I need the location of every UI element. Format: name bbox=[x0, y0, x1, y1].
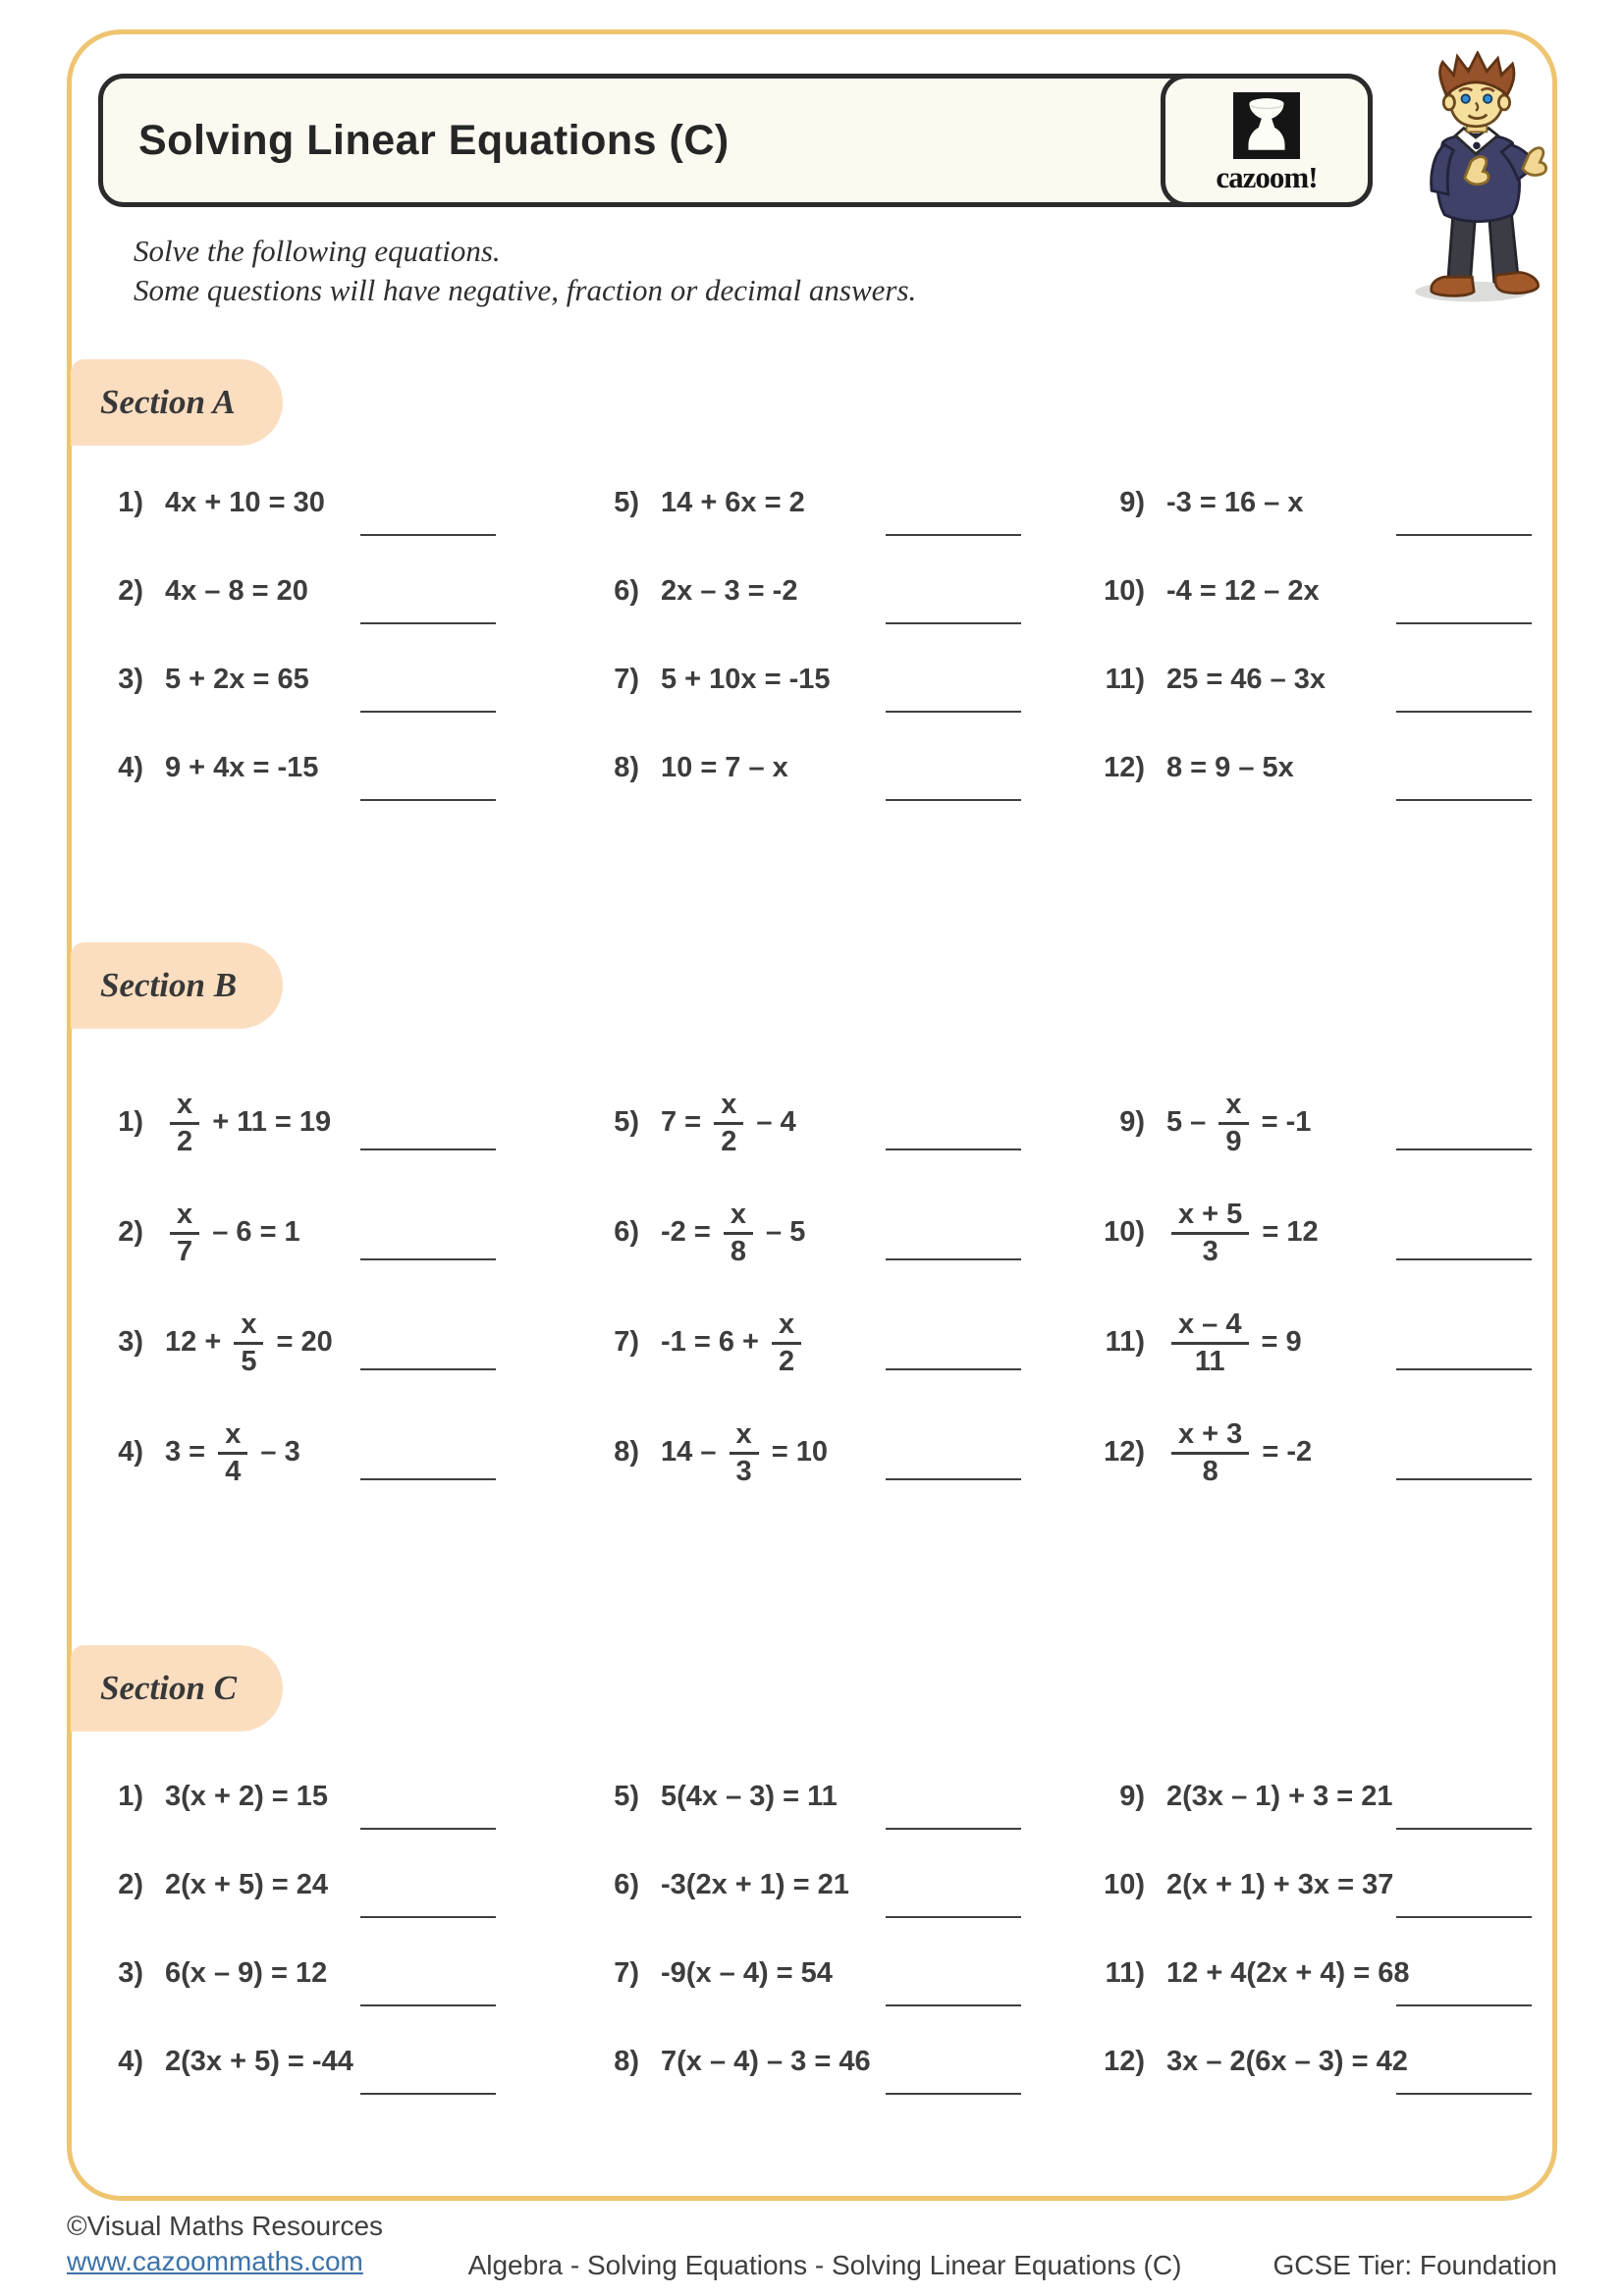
equation-text: 5 – bbox=[1166, 1105, 1215, 1138]
answer-line[interactable] bbox=[360, 1148, 496, 1150]
equation-text: 12 + 4(2x + 4) = 68 bbox=[1166, 1956, 1410, 1989]
fraction bbox=[724, 1198, 753, 1267]
answer-line[interactable] bbox=[886, 2004, 1021, 2006]
section-label-b: Section B bbox=[71, 942, 283, 1029]
question-number: 8) bbox=[614, 751, 639, 783]
answer-line[interactable] bbox=[1396, 799, 1532, 801]
footer-tier: GCSE Tier: Foundation bbox=[1272, 2250, 1557, 2280]
question-number: 2) bbox=[118, 1868, 143, 1900]
question-number: 11) bbox=[1105, 1956, 1145, 1989]
question-item bbox=[79, 1767, 574, 1855]
answer-line[interactable] bbox=[886, 622, 1021, 624]
question-item bbox=[574, 2032, 1080, 2120]
question-number: 6) bbox=[614, 574, 639, 607]
equation-text: 3x – 2(6x – 3) = 42 bbox=[1166, 2045, 1408, 2077]
fraction-numerator: x + 5 bbox=[1171, 1201, 1249, 1235]
question-item bbox=[79, 561, 574, 650]
question-number: 3) bbox=[118, 1956, 143, 1989]
mascot-boy-illustration bbox=[1382, 51, 1569, 308]
equation-text: – 3 bbox=[252, 1435, 300, 1468]
fraction-denominator: 8 bbox=[1202, 1455, 1218, 1487]
equation-text: 12 + bbox=[165, 1325, 230, 1358]
equation bbox=[1166, 664, 1326, 696]
equation-text: – 5 bbox=[757, 1215, 806, 1248]
equation-text: 2x – 3 = -2 bbox=[661, 574, 798, 607]
answer-line[interactable] bbox=[1396, 622, 1532, 624]
question-item bbox=[574, 561, 1080, 650]
equation bbox=[1166, 2046, 1408, 2078]
answer-line[interactable] bbox=[1396, 1368, 1532, 1370]
answer-line[interactable] bbox=[1396, 2004, 1532, 2006]
answer-line[interactable] bbox=[886, 1828, 1021, 1830]
answer-line[interactable] bbox=[1396, 1828, 1532, 1830]
answer-line[interactable] bbox=[1396, 1258, 1532, 1260]
equation bbox=[1166, 1309, 1302, 1375]
equation-text: 7(x – 4) – 3 = 46 bbox=[661, 2045, 871, 2077]
equation-text: 5(4x – 3) = 11 bbox=[661, 1780, 838, 1812]
drum-icon bbox=[1233, 92, 1300, 159]
answer-line[interactable] bbox=[360, 1478, 496, 1480]
question-item bbox=[1080, 738, 1551, 827]
question-number: 10) bbox=[1104, 1215, 1145, 1248]
equation bbox=[165, 1781, 328, 1813]
equation-text: -1 = 6 + bbox=[661, 1325, 768, 1358]
question-number: 8) bbox=[614, 2045, 639, 2077]
answer-line[interactable] bbox=[360, 622, 496, 624]
equation bbox=[165, 1419, 300, 1485]
equation-text: 3 = bbox=[165, 1435, 214, 1468]
equation bbox=[1166, 1957, 1410, 1990]
equation-text: -4 = 12 – 2x bbox=[1166, 574, 1320, 607]
question-item bbox=[1080, 1855, 1551, 1944]
equation bbox=[661, 1419, 828, 1485]
equation bbox=[1166, 1869, 1393, 1901]
equation bbox=[165, 1869, 328, 1901]
equation-text: -2 = bbox=[661, 1215, 719, 1248]
question-item bbox=[79, 1078, 574, 1188]
equation-text: = 20 bbox=[268, 1325, 333, 1358]
footer-website-link[interactable]: www.cazoommaths.com bbox=[67, 2246, 363, 2276]
equation bbox=[661, 1957, 833, 1990]
answer-line[interactable] bbox=[886, 1916, 1021, 1918]
question-number: 10) bbox=[1104, 1868, 1145, 1900]
equation bbox=[165, 1090, 331, 1155]
fraction-denominator: 11 bbox=[1194, 1345, 1225, 1377]
equation bbox=[165, 1957, 327, 1990]
equation bbox=[661, 664, 831, 696]
answer-line[interactable] bbox=[886, 799, 1021, 801]
equation-text: 3(x + 2) = 15 bbox=[165, 1780, 329, 1812]
answer-line[interactable] bbox=[886, 1258, 1021, 1260]
equation-text: -3(2x + 1) = 21 bbox=[661, 1868, 849, 1900]
equation-text: -3 = 16 – x bbox=[1166, 486, 1304, 518]
equation-text: 2(3x + 5) = -44 bbox=[165, 2045, 353, 2077]
instruction-line: Some questions will have negative, fraction or decimal answers. bbox=[134, 273, 917, 307]
equation bbox=[165, 2046, 353, 2078]
equation-text: = -2 bbox=[1254, 1435, 1313, 1468]
fraction-denominator: 3 bbox=[1202, 1235, 1218, 1267]
answer-line[interactable] bbox=[1396, 534, 1532, 536]
answer-line[interactable] bbox=[1396, 2093, 1532, 2095]
equation-text: = 9 bbox=[1253, 1325, 1302, 1358]
equation-text: 4x – 8 = 20 bbox=[165, 574, 308, 607]
answer-line[interactable] bbox=[886, 1478, 1021, 1480]
answer-line[interactable] bbox=[886, 1368, 1021, 1370]
equation-text: 9 + 4x = -15 bbox=[165, 751, 319, 783]
fraction bbox=[1171, 1198, 1249, 1267]
question-number: 4) bbox=[118, 2045, 143, 2077]
question-item bbox=[1080, 1188, 1551, 1298]
fraction-numerator: x bbox=[170, 1091, 199, 1125]
fraction-denominator: 4 bbox=[225, 1455, 242, 1487]
answer-line[interactable] bbox=[360, 2093, 496, 2095]
equation bbox=[165, 1200, 300, 1265]
question-number: 8) bbox=[614, 1435, 639, 1468]
fraction-numerator: x bbox=[170, 1201, 199, 1235]
equation-text: 14 – bbox=[661, 1435, 725, 1468]
equation-text: 4x + 10 = 30 bbox=[165, 486, 325, 518]
question-item bbox=[574, 1767, 1080, 1855]
equation bbox=[1166, 1781, 1393, 1813]
fraction bbox=[170, 1198, 199, 1267]
equation bbox=[165, 575, 308, 608]
equation bbox=[661, 487, 805, 519]
section-a-questions bbox=[79, 473, 1551, 827]
equation bbox=[661, 1869, 849, 1901]
answer-line[interactable] bbox=[886, 2093, 1021, 2095]
question-item bbox=[79, 2032, 574, 2120]
equation bbox=[661, 575, 797, 608]
equation bbox=[165, 487, 325, 519]
fraction-denominator: 3 bbox=[735, 1455, 752, 1487]
fraction-numerator: x – 4 bbox=[1171, 1310, 1249, 1345]
section-label-a: Section A bbox=[71, 359, 283, 446]
fraction bbox=[714, 1088, 743, 1157]
question-number: 4) bbox=[118, 1435, 143, 1468]
equation bbox=[661, 1781, 838, 1813]
footer-copyright: ©Visual Maths Resources bbox=[67, 2211, 384, 2241]
equation-text: 2(x + 5) = 24 bbox=[165, 1868, 329, 1900]
equation-text: 8 = 9 – 5x bbox=[1166, 751, 1294, 783]
equation-text: + 11 = 19 bbox=[204, 1105, 332, 1138]
fraction-denominator: 9 bbox=[1225, 1125, 1242, 1157]
equation bbox=[661, 2046, 871, 2078]
equation bbox=[661, 752, 788, 784]
question-item bbox=[79, 1944, 574, 2032]
fraction-numerator: x bbox=[730, 1420, 759, 1455]
question-number: 1) bbox=[118, 1105, 143, 1138]
fraction-numerator: x + 3 bbox=[1171, 1420, 1249, 1455]
equation-text: 10 = 7 – x bbox=[661, 751, 788, 783]
equation bbox=[1166, 1200, 1319, 1265]
question-item bbox=[79, 473, 574, 561]
fraction bbox=[1171, 1310, 1249, 1376]
question-item bbox=[1080, 1078, 1551, 1188]
question-number: 5) bbox=[614, 1780, 639, 1812]
question-item bbox=[574, 1855, 1080, 1944]
fraction bbox=[170, 1088, 199, 1157]
question-number: 12) bbox=[1104, 1435, 1145, 1468]
question-item bbox=[1080, 1944, 1551, 2032]
question-number: 7) bbox=[614, 1325, 639, 1358]
question-number: 11) bbox=[1105, 1325, 1145, 1358]
question-number: 6) bbox=[614, 1215, 639, 1248]
answer-line[interactable] bbox=[360, 1368, 496, 1370]
equation bbox=[165, 752, 318, 784]
cazoom-logo-badge bbox=[1161, 74, 1373, 207]
question-item bbox=[79, 738, 574, 827]
equation-text: 5 + 2x = 65 bbox=[165, 663, 309, 695]
answer-line[interactable] bbox=[360, 1828, 496, 1830]
answer-line[interactable] bbox=[360, 711, 496, 713]
equation-text: = 10 bbox=[763, 1435, 828, 1468]
equation bbox=[661, 1200, 805, 1265]
question-number: 9) bbox=[1119, 486, 1145, 518]
fraction-numerator: x bbox=[1218, 1091, 1248, 1125]
answer-line[interactable] bbox=[886, 1148, 1021, 1150]
equation-text: – 6 = 1 bbox=[204, 1215, 300, 1248]
fraction-denominator: 2 bbox=[721, 1125, 737, 1157]
question-item bbox=[574, 1944, 1080, 2032]
question-number: 12) bbox=[1104, 751, 1145, 783]
question-item bbox=[1080, 650, 1551, 738]
fraction bbox=[1171, 1417, 1249, 1487]
fraction-denominator: 2 bbox=[177, 1125, 193, 1157]
question-item bbox=[1080, 1298, 1551, 1408]
answer-line[interactable] bbox=[1396, 1478, 1532, 1480]
answer-line[interactable] bbox=[360, 1916, 496, 1918]
fraction-denominator: 8 bbox=[730, 1235, 746, 1267]
question-number: 11) bbox=[1105, 663, 1145, 695]
fraction-denominator: 5 bbox=[241, 1345, 257, 1377]
question-number: 3) bbox=[118, 1325, 143, 1358]
fraction-numerator: x bbox=[724, 1201, 753, 1235]
question-item bbox=[574, 1078, 1080, 1188]
equation bbox=[661, 1090, 796, 1155]
fraction-numerator: x bbox=[218, 1420, 247, 1455]
question-number: 2) bbox=[118, 574, 143, 607]
instruction-line: Solve the following equations. bbox=[134, 234, 501, 268]
section-b-questions bbox=[79, 1078, 1551, 1518]
equation bbox=[165, 664, 309, 696]
question-item bbox=[1080, 473, 1551, 561]
question-item bbox=[1080, 2032, 1551, 2120]
question-number: 1) bbox=[118, 486, 143, 518]
fraction-numerator: x bbox=[234, 1310, 263, 1345]
answer-line[interactable] bbox=[360, 534, 496, 536]
question-number: 2) bbox=[118, 1215, 143, 1248]
answer-line[interactable] bbox=[1396, 1916, 1532, 1918]
fraction-numerator: x bbox=[772, 1310, 801, 1345]
question-item bbox=[1080, 1767, 1551, 1855]
question-number: 7) bbox=[614, 663, 639, 695]
title-panel bbox=[98, 74, 1373, 207]
answer-line[interactable] bbox=[360, 2004, 496, 2006]
equation-text: 14 + 6x = 2 bbox=[661, 486, 805, 518]
answer-line[interactable] bbox=[360, 1258, 496, 1260]
question-item bbox=[574, 1188, 1080, 1298]
equation bbox=[1166, 1090, 1311, 1155]
equation-text: 7 = bbox=[661, 1105, 710, 1138]
question-number: 4) bbox=[118, 751, 143, 783]
question-number: 7) bbox=[614, 1956, 639, 1989]
equation-text: = 12 bbox=[1254, 1215, 1319, 1248]
equation bbox=[1166, 1419, 1312, 1485]
question-item bbox=[79, 1855, 574, 1944]
equation-text: 2(x + 1) + 3x = 37 bbox=[1166, 1868, 1394, 1900]
fraction bbox=[234, 1310, 263, 1376]
question-number: 12) bbox=[1104, 2045, 1145, 2077]
question-number: 10) bbox=[1104, 574, 1145, 607]
answer-line[interactable] bbox=[1396, 711, 1532, 713]
question-item bbox=[574, 1408, 1080, 1518]
equation bbox=[1166, 752, 1294, 784]
fraction bbox=[730, 1417, 759, 1487]
cazoom-logo-text: cazoom! bbox=[1216, 160, 1318, 194]
equation bbox=[1166, 487, 1303, 519]
equation-text: 2(3x – 1) + 3 = 21 bbox=[1166, 1780, 1393, 1812]
question-number: 3) bbox=[118, 663, 143, 695]
equation-text: 25 = 46 – 3x bbox=[1166, 663, 1326, 695]
equation bbox=[1166, 575, 1320, 608]
question-item bbox=[574, 1298, 1080, 1408]
answer-line[interactable] bbox=[886, 711, 1021, 713]
page-title: Solving Linear Equations (C) bbox=[138, 116, 730, 164]
question-item bbox=[574, 473, 1080, 561]
equation-text: -9(x – 4) = 54 bbox=[661, 1956, 833, 1989]
question-item bbox=[79, 1188, 574, 1298]
section-label-c: Section C bbox=[71, 1645, 283, 1732]
question-number: 5) bbox=[614, 486, 639, 518]
fraction-numerator: x bbox=[714, 1091, 743, 1125]
fraction bbox=[1218, 1088, 1248, 1157]
fraction bbox=[772, 1310, 801, 1376]
instructions bbox=[134, 232, 916, 310]
equation-text: 6(x – 9) = 12 bbox=[165, 1956, 328, 1989]
equation-text: – 4 bbox=[748, 1105, 796, 1138]
question-number: 9) bbox=[1119, 1105, 1145, 1138]
answer-line[interactable] bbox=[360, 799, 496, 801]
question-item bbox=[1080, 1408, 1551, 1518]
footer-breadcrumb: Algebra - Solving Equations - Solving Linear Equations (C) bbox=[467, 2250, 1182, 2280]
question-item bbox=[79, 1298, 574, 1408]
equation bbox=[661, 1309, 806, 1375]
fraction-denominator: 2 bbox=[779, 1345, 795, 1377]
fraction-denominator: 7 bbox=[177, 1235, 193, 1267]
question-item bbox=[79, 650, 574, 738]
equation-text: 5 + 10x = -15 bbox=[661, 663, 831, 695]
question-number: 9) bbox=[1119, 1780, 1145, 1812]
question-item bbox=[1080, 561, 1551, 650]
question-item bbox=[574, 738, 1080, 827]
answer-line[interactable] bbox=[1396, 1148, 1532, 1150]
equation bbox=[165, 1309, 333, 1375]
question-number: 6) bbox=[614, 1868, 639, 1900]
question-number: 5) bbox=[614, 1105, 639, 1138]
question-item bbox=[574, 650, 1080, 738]
answer-line[interactable] bbox=[886, 534, 1021, 536]
equation-text: = -1 bbox=[1253, 1105, 1312, 1138]
question-item bbox=[79, 1408, 574, 1518]
fraction bbox=[218, 1417, 247, 1487]
question-number: 1) bbox=[118, 1780, 143, 1812]
section-c-questions bbox=[79, 1767, 1551, 2120]
